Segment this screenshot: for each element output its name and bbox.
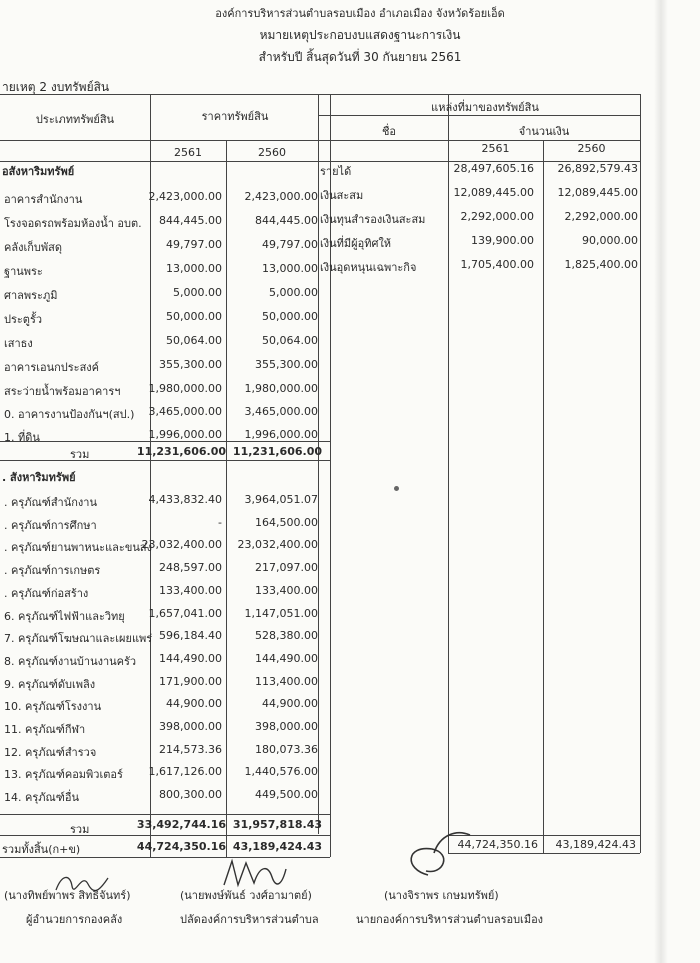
fixed-asset-2561: 1,996,000.00	[148, 428, 222, 441]
fixed-asset-2560: 49,797.00	[262, 238, 318, 251]
fixed-asset-2561: 844,445.00	[159, 214, 222, 227]
fixed-asset-label: อาคารสำนักงาน	[4, 193, 83, 206]
fixed-asset-2561: 5,000.00	[173, 286, 222, 299]
movable-asset-label: . ครุภัณฑ์ยานพาหนะและขนส่ง	[4, 541, 152, 555]
col-name: ชื่อ	[381, 125, 397, 138]
fixed-asset-2560: 1,996,000.00	[244, 428, 318, 441]
movable-asset-2561: -	[218, 515, 222, 529]
fixed-asset-label: 1. ที่ดิน	[4, 431, 40, 444]
movable-asset-2560: 398,000.00	[255, 720, 318, 733]
fixed-asset-2561: 2,423,000.00	[148, 190, 222, 203]
grand-total-2561: 44,724,350.16	[136, 840, 226, 853]
fixed-asset-label: สระว่ายน้ำพร้อมอาคารฯ	[4, 385, 121, 398]
fixed-asset-2560: 5,000.00	[269, 286, 318, 299]
signature-3-name: (นางจิราพร เกษมทรัพย์)	[384, 889, 499, 902]
movable-asset-2560: 44,900.00	[262, 697, 318, 711]
movable-asset-2561: 1,657,041.00	[148, 606, 222, 620]
col-source: แหล่งที่มาของทรัพย์สิน	[431, 101, 539, 114]
movable-asset-label: 9. ครุภัณฑ์ดับเพลิง	[4, 677, 96, 691]
movable-asset-label: 10. ครุภัณฑ์โรงงาน	[4, 700, 102, 714]
year-2560-value: 2560	[258, 146, 286, 159]
movable-asset-2561: 144,490.00	[159, 651, 222, 665]
col-line-5	[448, 94, 449, 853]
source-2561: 1,705,400.00	[460, 258, 534, 271]
source-name: เงินที่มีผู้อุทิศให้	[320, 237, 392, 250]
fixed-total-2560: 11,231,606.00	[232, 445, 322, 458]
fixed-assets-heading: อสังหาริมทรัพย์	[2, 165, 75, 178]
movable-asset-2560: 449,500.00	[255, 788, 318, 802]
movable-asset-2560: 23,032,400.00	[237, 538, 318, 552]
fixed-asset-label: ประตูรั้ว	[4, 313, 43, 326]
signature-2-name: (นายพงษ์พันธ์ วงศ์อามาตย์)	[180, 889, 312, 902]
source-2560: 2,292,000.00	[564, 210, 638, 223]
fixed-asset-2560: 50,000.00	[262, 310, 318, 323]
year-2561-source: 2561	[481, 142, 510, 155]
fixed-asset-label: 0. อาคารงานป้องกันฯ(สป.)	[4, 408, 135, 421]
fixed-asset-label: โรงจอดรถพร้อมห้องน้ำ อบต.	[4, 217, 142, 230]
col-line-1	[150, 94, 151, 857]
org-line: องค์การบริหารส่วนตำบลรอบเมือง อำเภอเมือง จังหวัดร้อยเอ็ด	[215, 7, 505, 20]
movable-asset-label: 14. ครุภัณฑ์อื่น	[4, 791, 79, 805]
fixed-asset-2561: 355,300.00	[159, 358, 222, 371]
col-line-6	[543, 140, 544, 853]
movable-asset-2561: 248,597.00	[159, 561, 222, 575]
fixed-asset-2561: 3,465,000.00	[148, 405, 222, 418]
movable-asset-label: . ครุภัณฑ์สำนักงาน	[4, 496, 97, 509]
movable-total-label: รวม	[70, 823, 90, 836]
fixed-total-bottom	[0, 460, 330, 461]
movable-asset-label: 11. ครุภัณฑ์กีฬา	[4, 723, 86, 736]
movable-asset-label: . ครุภัณฑ์ก่อสร้าง	[4, 586, 89, 600]
year-2560-source: 2560	[577, 142, 606, 155]
grand-total-2560: 43,189,424.43	[232, 840, 322, 853]
movable-asset-2560: 133,400.00	[255, 583, 318, 597]
fixed-asset-label: อาคารเอนกประสงค์	[4, 361, 100, 374]
fixed-total-top	[0, 441, 330, 442]
col-line-3	[318, 94, 319, 834]
movable-total-bottom	[0, 835, 330, 836]
source-2560: 90,000.00	[582, 234, 638, 247]
source-2561: 28,497,605.16	[453, 162, 534, 175]
source-2561: 139,900.00	[471, 234, 534, 247]
movable-asset-label: 12. ครุภัณฑ์สำรวจ	[4, 745, 97, 759]
fixed-asset-label: ศาลพระภูมิ	[4, 289, 58, 302]
movable-asset-2561: 596,184.40	[159, 629, 222, 643]
movable-asset-label: . ครุภัณฑ์การเกษตร	[4, 564, 101, 578]
header-bottom-line	[0, 140, 640, 141]
source-name: รายได้	[320, 165, 352, 178]
source-name: เงินสะสม	[320, 189, 364, 202]
movable-asset-2560: 1,147,051.00	[244, 606, 318, 620]
movable-asset-label: 13. ครุภัณฑ์คอมพิวเตอร์	[4, 768, 123, 782]
movable-asset-2561: 398,000.00	[159, 720, 222, 733]
movable-asset-2560: 217,097.00	[255, 561, 318, 575]
fixed-asset-2561: 50,000.00	[166, 310, 222, 323]
fixed-asset-label: เสาธง	[4, 337, 33, 350]
source-2560: 1,825,400.00	[564, 258, 638, 271]
fixed-asset-2561: 1,980,000.00	[148, 382, 222, 395]
source-2561: 2,292,000.00	[460, 210, 534, 223]
col-amount: จำนวนเงิน	[518, 125, 570, 138]
source-name: เงินทุนสำรองเงินสะสม	[320, 213, 426, 226]
movable-asset-label: 6. ครุภัณฑ์ไฟฟ้าและวิทยุ	[4, 609, 125, 623]
movable-asset-2560: 3,964,051.07	[244, 493, 318, 506]
year-2561-value: 2561	[174, 146, 202, 159]
movable-asset-2560: 1,440,576.00	[244, 765, 318, 779]
signature-1-name: (นางทิพย์พาพร สิทธิจันทร์)	[4, 889, 131, 902]
movable-asset-2561: 44,900.00	[166, 697, 222, 711]
movable-asset-2560: 164,500.00	[255, 515, 318, 529]
movable-asset-label: 7. ครุภัณฑ์โฆษณาและเผยแพร่	[4, 632, 153, 646]
note-title: ายเหตุ 2 งบทรัพย์สิน	[2, 80, 110, 94]
col-asset-value: ราคาทรัพย์สิน	[201, 110, 269, 123]
fixed-total-label: รวม	[70, 448, 90, 461]
movable-asset-2561: 23,032,400.00	[141, 538, 222, 552]
source-name: เงินอุดหนุนเฉพาะกิจ	[320, 261, 417, 274]
signature-3-position: นายกองค์การบริหารส่วนตำบลรอบเมือง	[356, 913, 544, 926]
fixed-asset-2561: 50,064.00	[166, 334, 222, 347]
movable-asset-2561: 214,573.36	[159, 742, 222, 756]
movable-total-2560: 31,957,818.43	[232, 818, 322, 831]
fixed-asset-2560: 13,000.00	[262, 262, 318, 275]
fixed-asset-label: ฐานพระ	[4, 265, 43, 278]
fixed-asset-2560: 355,300.00	[255, 358, 318, 371]
fixed-asset-label: คลังเก็บพัสดุ	[4, 241, 62, 254]
fixed-total-2561: 11,231,606.00	[136, 445, 226, 458]
grand-total-label: รวมทั้งสิ้น(ก+ข)	[2, 843, 81, 856]
source-2560: 26,892,579.43	[557, 162, 638, 175]
fixed-asset-2560: 844,445.00	[255, 214, 318, 227]
movable-total-top	[0, 814, 330, 815]
source-total-2561: 44,724,350.16	[457, 838, 538, 851]
movable-asset-2560: 528,380.00	[255, 629, 318, 643]
col-asset-type: ประเภททรัพย์สิน	[35, 113, 115, 126]
col-line-2	[226, 140, 227, 857]
scan-mark-right-edge	[654, 0, 668, 963]
fixed-asset-2560: 2,423,000.00	[244, 190, 318, 203]
col-line-7	[640, 94, 641, 853]
scan-dot	[394, 486, 399, 491]
fixed-asset-2560: 50,064.00	[262, 334, 318, 347]
movable-total-2561: 33,492,744.16	[136, 818, 226, 831]
col-line-4	[330, 94, 331, 857]
fixed-asset-2561: 13,000.00	[166, 262, 222, 275]
movable-assets-heading: . สังหาริมทรัพย์	[2, 471, 76, 484]
source-2560: 12,089,445.00	[557, 186, 638, 199]
signature-3-scribble	[398, 825, 478, 885]
movable-asset-2561: 4,433,832.40	[148, 493, 222, 506]
movable-asset-2561: 133,400.00	[159, 583, 222, 597]
movable-asset-2561: 800,300.00	[159, 788, 222, 802]
source-2561: 12,089,445.00	[453, 186, 534, 199]
fixed-asset-2560: 1,980,000.00	[244, 382, 318, 395]
source-total-2560: 43,189,424.43	[555, 838, 636, 851]
movable-asset-2561: 171,900.00	[159, 674, 222, 688]
movable-asset-label: 8. ครุภัณฑ์งานบ้านงานครัว	[4, 654, 137, 668]
signature-1-position: ผู้อำนวยการกองคลัง	[26, 913, 123, 926]
movable-asset-label: . ครุภัณฑ์การศึกษา	[4, 518, 97, 532]
table-top-line	[0, 94, 640, 95]
signature-2-position: ปลัดองค์การบริหารส่วนตำบล	[180, 913, 319, 926]
fixed-asset-2561: 49,797.00	[166, 238, 222, 251]
period-line: สำหรับปี สิ้นสุดวันที่ 30 กันยายน 2561	[258, 50, 462, 64]
movable-asset-2561: 1,617,126.00	[148, 765, 222, 779]
movable-asset-2560: 113,400.00	[255, 674, 318, 688]
fixed-asset-2560: 3,465,000.00	[244, 405, 318, 418]
document-title: หมายเหตุประกอบงบแสดงฐานะการเงิน	[259, 28, 461, 42]
movable-asset-2560: 144,490.00	[255, 651, 318, 665]
movable-asset-2560: 180,073.36	[255, 742, 318, 756]
